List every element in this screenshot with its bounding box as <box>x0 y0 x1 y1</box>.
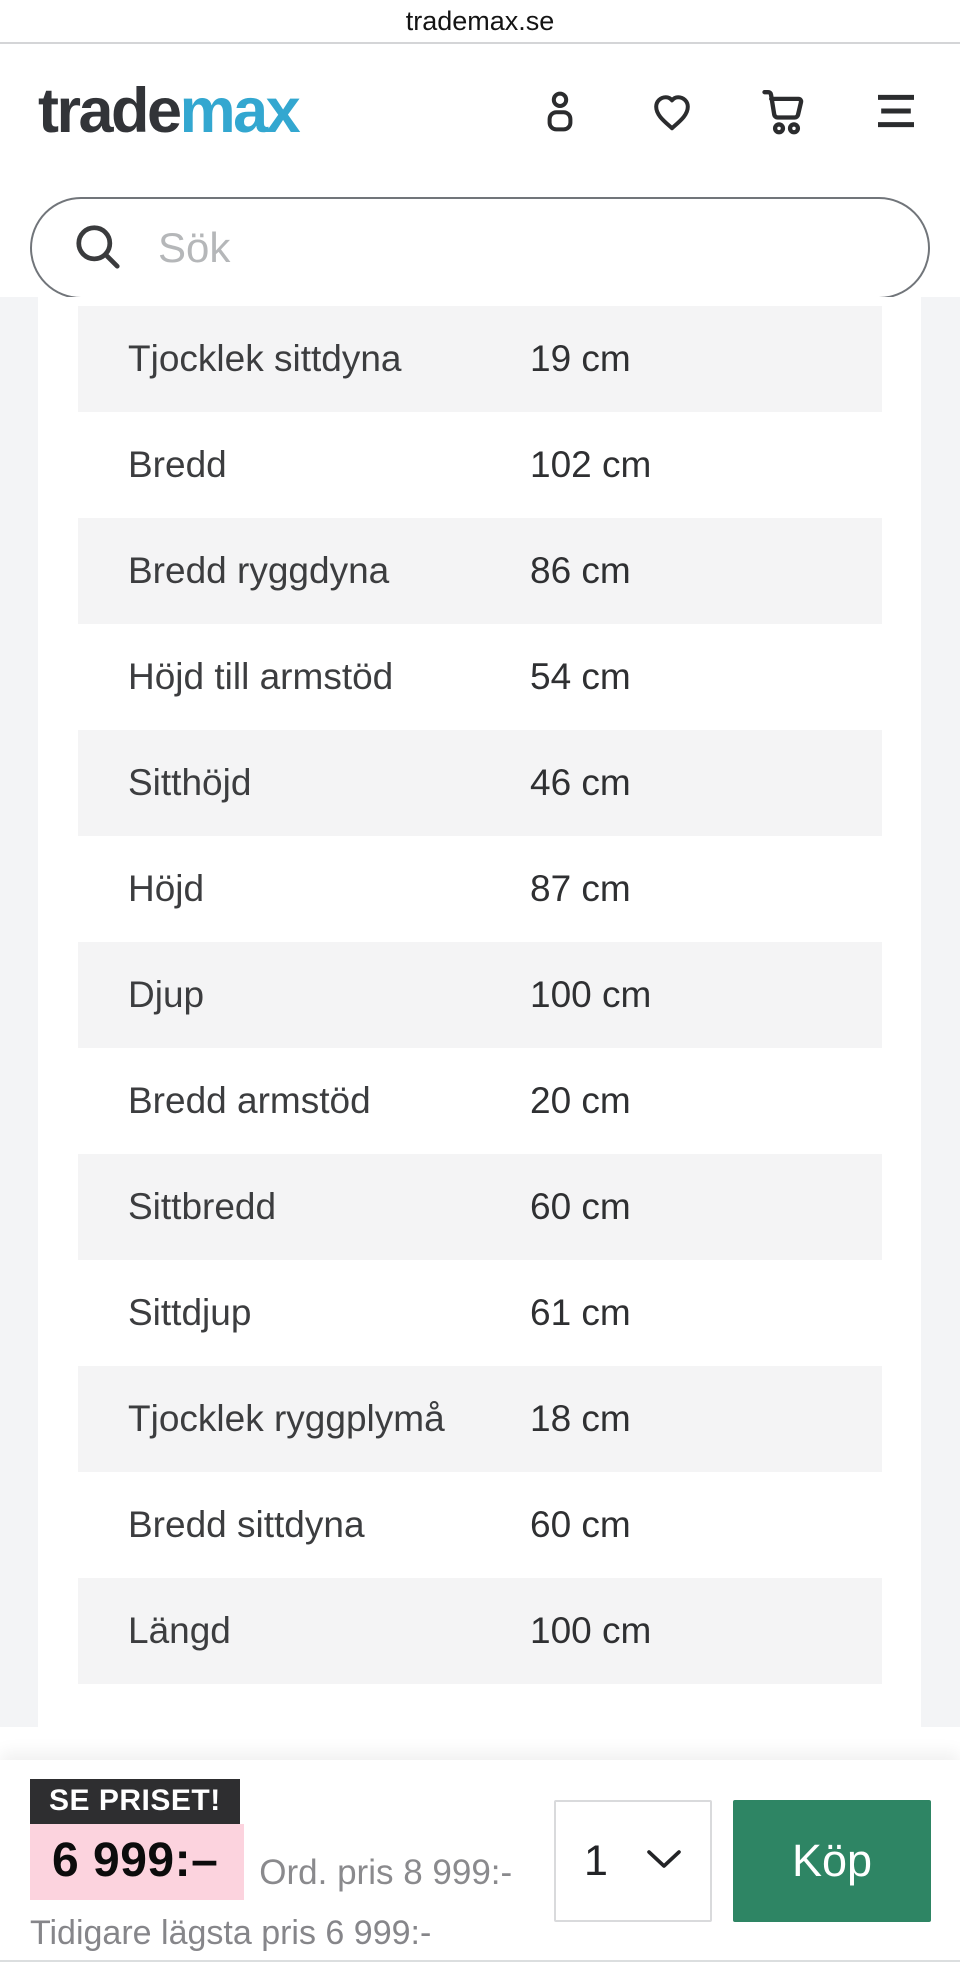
table-row <box>78 730 882 836</box>
header-icons <box>534 85 922 137</box>
buy-block <box>554 1760 931 1960</box>
search-bar[interactable] <box>30 197 930 299</box>
table-row <box>78 518 882 624</box>
site-logo[interactable] <box>38 75 299 146</box>
cart-icon <box>758 85 810 137</box>
wishlist-button[interactable] <box>646 85 698 137</box>
spec-label: Bredd <box>128 444 227 485</box>
spec-value: 18 cm <box>530 1398 631 1439</box>
search-section <box>0 164 960 297</box>
spec-value: 100 cm <box>530 1610 652 1651</box>
previous-lowest-price: Tidigare lägsta pris 6 999:- <box>30 1914 432 1952</box>
account-button[interactable] <box>534 85 586 137</box>
cart-button[interactable] <box>758 85 810 137</box>
spec-value: 102 cm <box>530 444 652 485</box>
browser-url: trademax.se <box>405 5 555 36</box>
table-row <box>78 412 882 518</box>
quantity-select[interactable] <box>554 1800 712 1922</box>
spec-label: Bredd sittdyna <box>128 1504 365 1545</box>
campaign-badge: SE PRISET! <box>30 1779 240 1824</box>
spec-label: Bredd armstöd <box>128 1080 371 1121</box>
spec-label: Bredd ryggdyna <box>128 550 390 591</box>
table-row <box>78 1578 882 1684</box>
price-block <box>30 1760 512 1960</box>
spec-value: 61 cm <box>530 1292 631 1333</box>
spec-value: 60 cm <box>530 1504 631 1545</box>
spec-table <box>78 306 882 1684</box>
table-row <box>78 624 882 730</box>
spec-label: Höjd <box>128 868 205 909</box>
ordinary-price: Ord. pris 8 999:- <box>259 1853 513 1892</box>
site-header <box>0 44 960 164</box>
table-row <box>78 836 882 942</box>
table-row <box>78 306 882 412</box>
current-price: 6 999:– <box>30 1824 244 1900</box>
spec-value: 54 cm <box>530 656 631 697</box>
spec-label: Längd <box>128 1610 231 1651</box>
table-row <box>78 1048 882 1154</box>
spec-label: Tjocklek ryggplymå <box>128 1398 445 1439</box>
spec-value: 19 cm <box>530 338 631 379</box>
content-section <box>0 297 960 1727</box>
table-row <box>78 1260 882 1366</box>
spec-value: 86 cm <box>530 550 631 591</box>
spec-value: 87 cm <box>530 868 631 909</box>
chevron-down-icon <box>646 1848 682 1875</box>
search-input[interactable] <box>156 223 898 273</box>
table-row <box>78 942 882 1048</box>
hamburger-icon <box>871 87 921 135</box>
spec-value: 46 cm <box>530 762 631 803</box>
spec-value: 100 cm <box>530 974 652 1015</box>
spec-label: Sittbredd <box>128 1186 277 1227</box>
logo-text-accent: max <box>179 75 299 146</box>
logo-text-dark: trade <box>38 75 180 146</box>
spec-value: 20 cm <box>530 1080 631 1121</box>
spec-label: Höjd till armstöd <box>128 656 394 697</box>
buy-button[interactable]: Köp <box>733 1800 931 1922</box>
menu-button[interactable] <box>870 85 922 137</box>
table-row <box>78 1472 882 1578</box>
spec-label: Djup <box>128 974 205 1015</box>
quantity-value: 1 <box>584 1836 608 1885</box>
table-row <box>78 1366 882 1472</box>
price-row <box>30 1824 512 1900</box>
heart-icon <box>646 87 698 135</box>
purchase-bar <box>0 1760 960 1962</box>
spec-label: Sitthöjd <box>128 762 252 803</box>
spec-label: Tjocklek sittdyna <box>128 338 402 379</box>
product-spec-card <box>38 297 921 1727</box>
table-row <box>78 1154 882 1260</box>
person-icon <box>536 87 584 135</box>
spec-label: Sittdjup <box>128 1292 252 1333</box>
magnifier-icon <box>70 219 124 278</box>
browser-titlebar <box>0 0 960 44</box>
spec-value: 60 cm <box>530 1186 631 1227</box>
